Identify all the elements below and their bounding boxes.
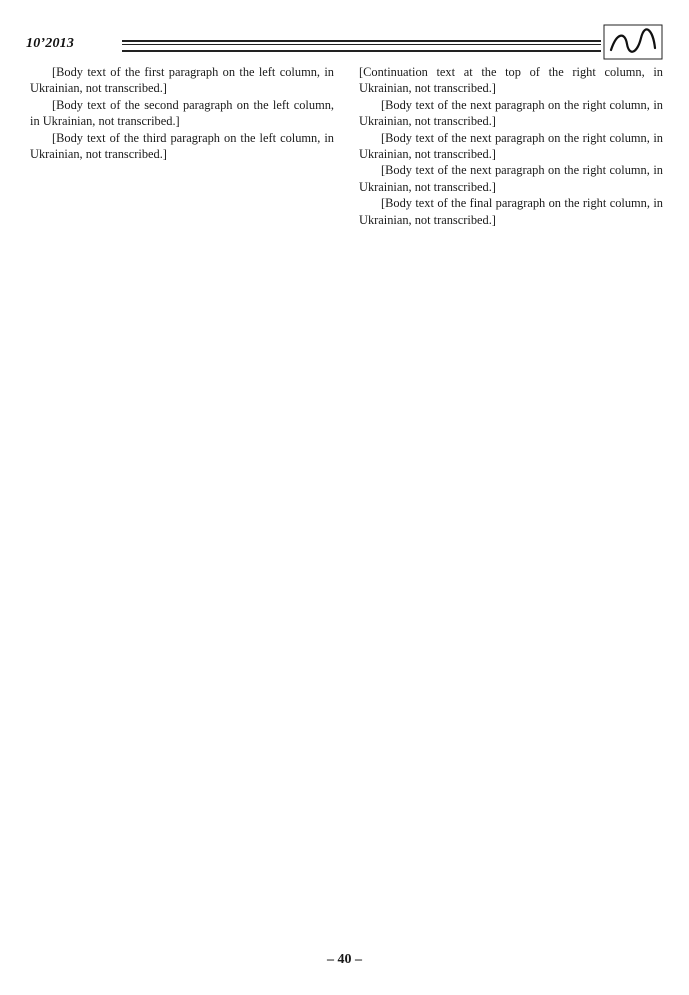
page-header xyxy=(26,30,663,60)
paragraph: [Body text of the first paragraph on the left column, in Ukrainian, not transcribed.] xyxy=(30,65,334,96)
paragraph: [Body text of the second paragraph on the left column, in Ukrainian, not transcribed.] xyxy=(30,97,334,129)
paragraph: [Body text of the next paragraph on the right column, in Ukrainian, not transcribed.] xyxy=(359,130,663,162)
paragraph: [Body text of the next paragraph on the right column, in Ukrainian, not transcribed.] xyxy=(359,163,663,194)
journal-logo-icon xyxy=(603,24,663,60)
page-number: – 40 – xyxy=(327,952,362,967)
article-body xyxy=(30,64,663,944)
header-rule xyxy=(122,40,601,52)
paragraph: [Body text of the final paragraph on the right column, in Ukrainian, not transcribed.] xyxy=(359,196,663,227)
paragraph: [Continuation text at the top of the right column, in Ukrainian, not transcribed.] xyxy=(359,65,663,96)
left-column xyxy=(30,64,334,944)
right-column xyxy=(359,64,663,944)
issue-number: 10’2013 xyxy=(26,36,75,51)
paragraph: [Body text of the next paragraph on the right column, in Ukrainian, not transcribed.] xyxy=(359,97,663,129)
paragraph: [Body text of the third paragraph on the left column, in Ukrainian, not transcribed.] xyxy=(30,130,334,162)
